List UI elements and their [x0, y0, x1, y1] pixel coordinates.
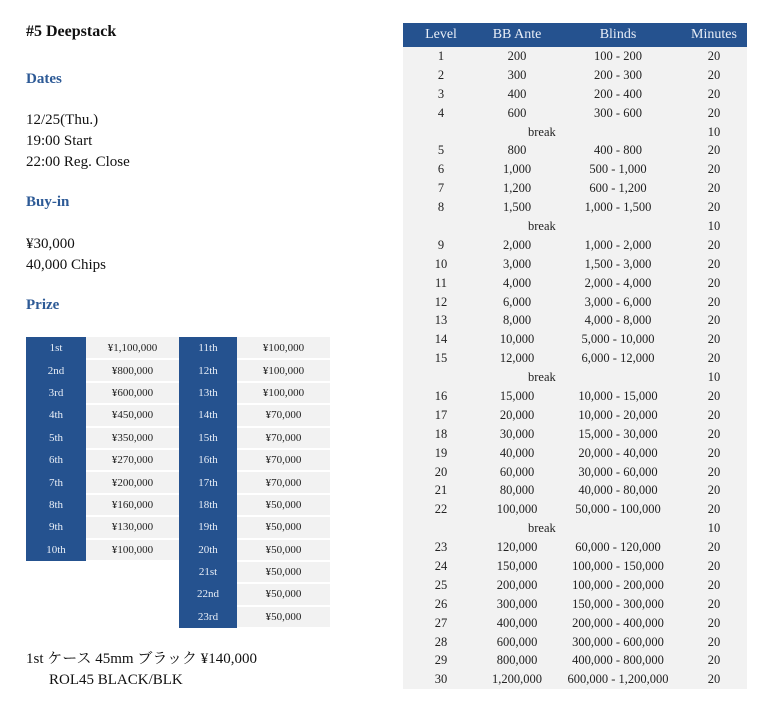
bb-ante-cell: 80,000 [499, 483, 535, 498]
prize-place: 7th [26, 471, 86, 493]
prize-place: 18th [179, 494, 237, 516]
prize-place: 4th [26, 404, 86, 426]
prize-place: 22nd [179, 583, 237, 605]
prize-place: 1st [26, 337, 86, 359]
break-label: break [528, 370, 556, 385]
bb-ante-cell: 40,000 [499, 445, 535, 460]
blinds-cell: 100 - 200 [594, 48, 642, 63]
break-spacer [403, 519, 479, 538]
prize-row [26, 494, 179, 516]
prize-amount: ¥70,000 [237, 427, 330, 449]
prize-row [179, 404, 330, 426]
prize-amount: ¥100,000 [86, 539, 179, 561]
bb-ante-cell: 150,000 [496, 558, 538, 573]
minutes-cell: 20 [707, 388, 721, 403]
header-level: Level [403, 23, 479, 47]
blinds-cell: 200 - 400 [594, 86, 642, 101]
bonus-prize-note [26, 649, 257, 691]
break-row [403, 368, 747, 387]
bb-ante-cell: 300,000 [496, 596, 538, 611]
bonus-prize-line-2: ROL45 BLACK/BLK [49, 672, 183, 688]
level-cell: 15 [434, 351, 448, 366]
minutes-cell: 20 [707, 615, 721, 630]
page-title: #5 Deepstack [26, 23, 117, 40]
level-row [403, 160, 747, 179]
minutes-cell: 20 [707, 86, 721, 101]
minutes-cell: 20 [707, 105, 721, 120]
level-cell: 5 [437, 143, 445, 158]
prize-place: 19th [179, 516, 237, 538]
prize-row [179, 359, 330, 381]
prize-row [179, 337, 330, 359]
reg-close-time: 22:00 Reg. Close [26, 154, 130, 170]
prize-amount: ¥50,000 [237, 583, 330, 605]
blinds-cell: 60,000 - 120,000 [575, 540, 661, 555]
level-cell: 14 [434, 332, 448, 347]
minutes-cell: 20 [707, 200, 721, 215]
level-row [403, 349, 747, 368]
minutes-cell: 20 [707, 426, 721, 441]
level-cell: 21 [434, 483, 448, 498]
bb-ante-cell: 300 [507, 67, 527, 82]
prize-amount: ¥450,000 [86, 404, 179, 426]
minutes-cell: 20 [707, 162, 721, 177]
minutes-cell: 20 [707, 502, 721, 517]
break-spacer [403, 217, 479, 236]
blinds-cell: 40,000 - 80,000 [578, 483, 658, 498]
blind-structure-table [403, 23, 747, 689]
bb-ante-cell: 1,200,000 [492, 672, 542, 687]
prize-row [26, 404, 179, 426]
minutes-cell: 20 [707, 672, 721, 687]
prize-amount: ¥50,000 [237, 561, 330, 583]
level-cell: 23 [434, 540, 448, 555]
prize-place: 8th [26, 494, 86, 516]
break-minutes: 10 [707, 521, 721, 536]
blinds-cell: 10,000 - 20,000 [578, 407, 658, 422]
level-cell: 3 [437, 86, 445, 101]
prize-amount: ¥350,000 [86, 427, 179, 449]
start-time: 19:00 Start [26, 133, 93, 149]
blinds-cell: 300,000 - 600,000 [572, 634, 664, 649]
minutes-cell: 20 [707, 256, 721, 271]
level-row [403, 255, 747, 274]
prize-place: 21st [179, 561, 237, 583]
break-row [403, 519, 747, 538]
prize-place: 16th [179, 449, 237, 471]
bb-ante-cell: 1,200 [502, 181, 532, 196]
blinds-cell: 600,000 - 1,200,000 [567, 672, 669, 687]
break-minutes: 10 [707, 370, 721, 385]
break-row [403, 123, 747, 142]
blinds-cell: 500 - 1,000 [589, 162, 647, 177]
level-row [403, 85, 747, 104]
break-minutes: 10 [707, 218, 721, 233]
level-row [403, 500, 747, 519]
bb-ante-cell: 8,000 [502, 313, 532, 328]
level-row [403, 595, 747, 614]
bb-ante-cell: 1,000 [502, 162, 532, 177]
prize-row [179, 606, 330, 628]
header-minutes: Minutes [681, 23, 747, 47]
header-bb-ante: BB Ante [479, 23, 555, 47]
bb-ante-cell: 60,000 [499, 464, 535, 479]
bb-ante-cell: 6,000 [502, 294, 532, 309]
buyin-info [26, 234, 106, 276]
blinds-cell: 50,000 - 100,000 [575, 502, 661, 517]
level-row [403, 576, 747, 595]
bb-ante-cell: 600 [507, 105, 527, 120]
level-cell: 6 [437, 162, 445, 177]
blind-table-header [403, 23, 747, 47]
level-cell: 22 [434, 502, 448, 517]
bb-ante-cell: 200 [507, 48, 527, 63]
prize-place: 14th [179, 404, 237, 426]
minutes-cell: 20 [707, 237, 721, 252]
prize-row [26, 427, 179, 449]
blinds-cell: 5,000 - 10,000 [581, 332, 655, 347]
prize-amount: ¥1,100,000 [86, 337, 179, 359]
bb-ante-cell: 4,000 [502, 275, 532, 290]
minutes-cell: 20 [707, 577, 721, 592]
level-cell: 29 [434, 653, 448, 668]
blinds-cell: 300 - 600 [594, 105, 642, 120]
blinds-cell: 1,000 - 1,500 [584, 200, 652, 215]
level-cell: 30 [434, 672, 448, 687]
bb-ante-cell: 10,000 [499, 332, 535, 347]
blinds-cell: 2,000 - 4,000 [584, 275, 652, 290]
bb-ante-cell: 800,000 [496, 653, 538, 668]
level-cell: 19 [434, 445, 448, 460]
level-row [403, 425, 747, 444]
prize-table-1 [26, 337, 179, 562]
minutes-cell: 20 [707, 181, 721, 196]
blinds-cell: 20,000 - 40,000 [578, 445, 658, 460]
blinds-cell: 1,500 - 3,000 [584, 256, 652, 271]
level-cell: 20 [434, 464, 448, 479]
prize-place: 6th [26, 449, 86, 471]
prize-amount: ¥160,000 [86, 494, 179, 516]
level-row [403, 614, 747, 633]
bb-ante-cell: 3,000 [502, 256, 532, 271]
prize-amount: ¥100,000 [237, 382, 330, 404]
prize-table-2 [179, 337, 330, 629]
level-row [403, 293, 747, 312]
level-row [403, 387, 747, 406]
level-row [403, 141, 747, 160]
starting-chips: 40,000 Chips [26, 257, 107, 273]
minutes-cell: 20 [707, 653, 721, 668]
prize-row [179, 539, 330, 561]
level-row [403, 557, 747, 576]
prize-place: 13th [179, 382, 237, 404]
minutes-cell: 20 [707, 313, 721, 328]
level-cell: 28 [434, 634, 448, 649]
level-cell: 10 [434, 256, 448, 271]
level-cell: 11 [434, 275, 448, 290]
prize-row [26, 337, 179, 359]
level-cell: 26 [434, 596, 448, 611]
prize-amount: ¥200,000 [86, 471, 179, 493]
level-row [403, 444, 747, 463]
prize-amount: ¥50,000 [237, 539, 330, 561]
level-cell: 18 [434, 426, 448, 441]
prize-amount: ¥600,000 [86, 382, 179, 404]
level-row [403, 104, 747, 123]
level-cell: 2 [437, 67, 445, 82]
bb-ante-cell: 120,000 [496, 540, 538, 555]
minutes-cell: 20 [707, 332, 721, 347]
minutes-cell: 20 [707, 540, 721, 555]
dates-heading: Dates [26, 71, 62, 87]
level-row [403, 652, 747, 671]
minutes-cell: 20 [707, 143, 721, 158]
minutes-cell: 20 [707, 407, 721, 422]
level-cell: 17 [434, 407, 448, 422]
prize-heading: Prize [26, 297, 60, 313]
prize-place: 11th [179, 337, 237, 359]
level-row [403, 198, 747, 217]
break-label: break [528, 124, 556, 139]
prize-row [179, 382, 330, 404]
prize-row [26, 449, 179, 471]
blinds-cell: 150,000 - 300,000 [572, 596, 664, 611]
buyin-price: ¥30,000 [26, 236, 75, 252]
bb-ante-cell: 800 [507, 143, 527, 158]
bb-ante-cell: 15,000 [499, 388, 535, 403]
level-cell: 4 [437, 105, 445, 120]
minutes-cell: 20 [707, 48, 721, 63]
level-row [403, 463, 747, 482]
break-spacer [403, 368, 479, 387]
bb-ante-cell: 12,000 [499, 351, 535, 366]
prize-amount: ¥800,000 [86, 359, 179, 381]
minutes-cell: 20 [707, 275, 721, 290]
prize-place: 10th [26, 539, 86, 561]
dates-info [26, 110, 130, 173]
prize-place: 5th [26, 427, 86, 449]
break-minutes: 10 [707, 124, 721, 139]
blinds-cell: 100,000 - 200,000 [572, 577, 664, 592]
level-row [403, 311, 747, 330]
buyin-heading: Buy-in [26, 194, 70, 210]
prize-row [179, 561, 330, 583]
level-cell: 13 [434, 313, 448, 328]
prize-row [179, 471, 330, 493]
level-row [403, 481, 747, 500]
level-cell: 24 [434, 558, 448, 573]
prize-amount: ¥70,000 [237, 404, 330, 426]
blinds-cell: 400 - 800 [594, 143, 642, 158]
level-row [403, 274, 747, 293]
prize-amount: ¥50,000 [237, 494, 330, 516]
blinds-cell: 200,000 - 400,000 [572, 615, 664, 630]
blinds-cell: 600 - 1,200 [589, 181, 647, 196]
prize-amount: ¥50,000 [237, 516, 330, 538]
break-label: break [528, 521, 556, 536]
level-cell: 7 [437, 181, 445, 196]
minutes-cell: 20 [707, 596, 721, 611]
blinds-cell: 200 - 300 [594, 67, 642, 82]
prize-row [26, 516, 179, 538]
minutes-cell: 20 [707, 445, 721, 460]
bb-ante-cell: 600,000 [496, 634, 538, 649]
break-row [403, 217, 747, 236]
level-row [403, 406, 747, 425]
bonus-prize-line-1: 1st ケース 45mm ブラック ¥140,000 [26, 651, 258, 667]
minutes-cell: 20 [707, 294, 721, 309]
minutes-cell: 20 [707, 634, 721, 649]
level-row [403, 538, 747, 557]
level-cell: 25 [434, 577, 448, 592]
prize-amount: ¥70,000 [237, 471, 330, 493]
level-row [403, 179, 747, 198]
bb-ante-cell: 100,000 [496, 502, 538, 517]
bb-ante-cell: 200,000 [496, 577, 538, 592]
bb-ante-cell: 2,000 [502, 237, 532, 252]
minutes-cell: 20 [707, 483, 721, 498]
prize-row [179, 494, 330, 516]
blinds-cell: 400,000 - 800,000 [572, 653, 664, 668]
level-row [403, 670, 747, 689]
bb-ante-cell: 30,000 [499, 426, 535, 441]
prize-place: 23rd [179, 606, 237, 628]
blinds-cell: 1,000 - 2,000 [584, 237, 652, 252]
blinds-cell: 100,000 - 150,000 [572, 558, 664, 573]
bb-ante-cell: 1,500 [502, 200, 532, 215]
event-date: 12/25(Thu.) [26, 112, 99, 128]
blinds-cell: 4,000 - 8,000 [584, 313, 652, 328]
blinds-cell: 6,000 - 12,000 [581, 351, 655, 366]
minutes-cell: 20 [707, 351, 721, 366]
level-cell: 27 [434, 615, 448, 630]
blinds-cell: 3,000 - 6,000 [584, 294, 652, 309]
break-spacer [403, 123, 479, 142]
prize-amount: ¥130,000 [86, 516, 179, 538]
prize-row [179, 583, 330, 605]
prize-amount: ¥100,000 [237, 337, 330, 359]
prize-place: 15th [179, 427, 237, 449]
header-blinds: Blinds [555, 23, 681, 47]
bb-ante-cell: 400 [507, 86, 527, 101]
prize-amount: ¥100,000 [237, 359, 330, 381]
prize-amount: ¥50,000 [237, 606, 330, 628]
level-row [403, 236, 747, 255]
minutes-cell: 20 [707, 558, 721, 573]
level-cell: 1 [437, 48, 445, 63]
prize-amount: ¥70,000 [237, 449, 330, 471]
prize-row [26, 359, 179, 381]
prize-row [26, 471, 179, 493]
prize-row [179, 427, 330, 449]
prize-row [179, 516, 330, 538]
prize-row [26, 539, 179, 561]
bb-ante-cell: 20,000 [499, 407, 535, 422]
blinds-cell: 30,000 - 60,000 [578, 464, 658, 479]
bb-ante-cell: 400,000 [496, 615, 538, 630]
prize-place: 2nd [26, 359, 86, 381]
level-row [403, 66, 747, 85]
prize-place: 3rd [26, 382, 86, 404]
level-cell: 16 [434, 388, 448, 403]
prize-place: 9th [26, 516, 86, 538]
minutes-cell: 20 [707, 464, 721, 479]
level-row [403, 633, 747, 652]
level-cell: 8 [437, 200, 445, 215]
prize-place: 20th [179, 539, 237, 561]
prize-place: 12th [179, 359, 237, 381]
break-label: break [528, 218, 556, 233]
blinds-cell: 10,000 - 15,000 [578, 388, 658, 403]
level-row [403, 330, 747, 349]
prize-amount: ¥270,000 [86, 449, 179, 471]
minutes-cell: 20 [707, 67, 721, 82]
level-cell: 12 [434, 294, 448, 309]
level-cell: 9 [437, 237, 445, 252]
prize-row [26, 382, 179, 404]
prize-row [179, 449, 330, 471]
level-row [403, 47, 747, 66]
prize-place: 17th [179, 471, 237, 493]
blinds-cell: 15,000 - 30,000 [578, 426, 658, 441]
